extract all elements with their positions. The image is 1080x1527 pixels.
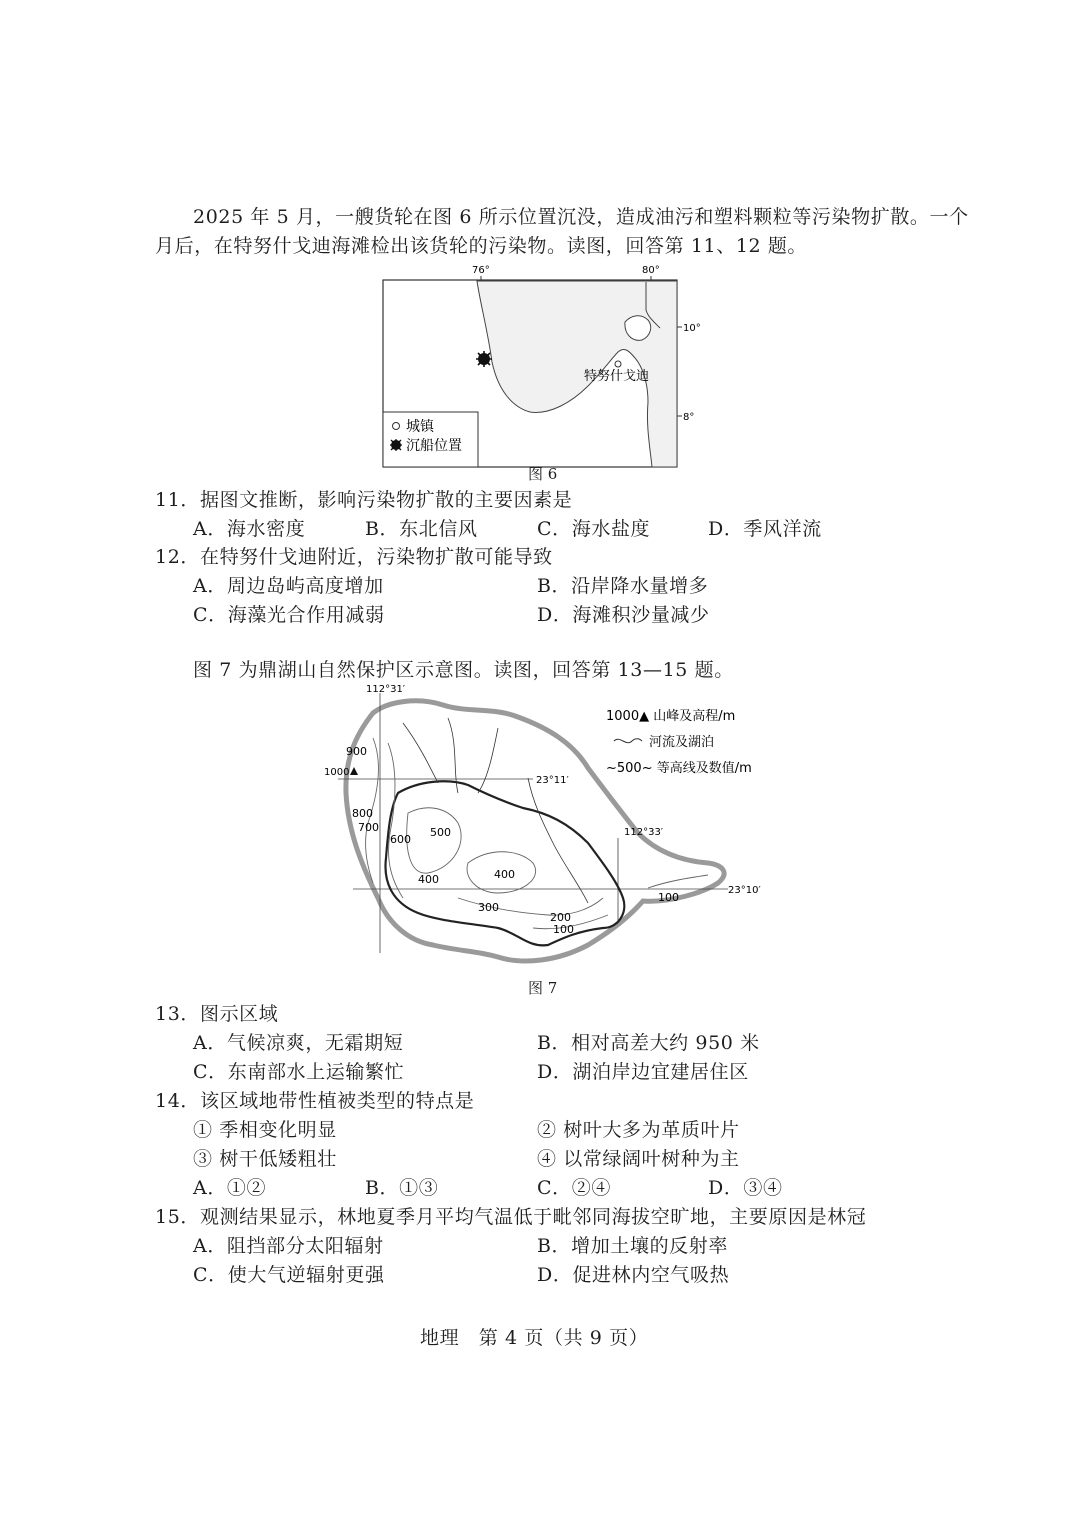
legend-contour-label: ~500~ 等高线及数值/m	[606, 761, 752, 776]
intro-line-1: 2025 年 5 月，一艘货轮在图 6 所示位置沉没，造成油污和塑料颗粒等污染物扩散。一个	[193, 206, 969, 228]
legend-river-label: 河流及湖泊	[649, 735, 715, 750]
q14-option-b: B．①③	[365, 1177, 439, 1199]
q13-option-c: C．东南部水上运输繁忙	[193, 1061, 405, 1083]
contour-label: 900	[346, 745, 367, 758]
q15-option-c: C．使大气逆辐射更强	[193, 1264, 385, 1286]
q14-item-4: ④ 以常绿阔叶树种为主	[537, 1148, 740, 1170]
figure-7-map	[318, 683, 768, 975]
q14-option-d: D．③④	[708, 1177, 783, 1199]
intro-2: 图 7 为鼎湖山自然保护区示意图。读图，回答第 13—15 题。	[193, 659, 734, 681]
place-label: 特努什戈迪	[584, 369, 650, 384]
q14-item-1: ① 季相变化明显	[193, 1119, 337, 1141]
town-circle-icon	[615, 361, 621, 367]
lat-10-label: 10°	[683, 323, 701, 334]
page-footer: 地理 第 4 页（共 9 页）	[420, 1327, 649, 1349]
legend-town-icon	[393, 423, 400, 430]
q14-stem: 14．该区域地带性植被类型的特点是	[155, 1090, 475, 1112]
lat-8-label: 8°	[683, 412, 695, 423]
contour-label: 100	[553, 923, 574, 936]
q12-option-b: B．沿岸降水量增多	[537, 575, 709, 597]
contour-label: 500	[430, 826, 451, 839]
q12-option-a: A．周边岛屿高度增加	[193, 575, 384, 597]
q14-option-c: C．②④	[537, 1177, 611, 1199]
q15-option-d: D．促进林内空气吸热	[537, 1264, 730, 1286]
figure-6-caption: 图 6	[528, 465, 558, 483]
q15-option-a: A．阻挡部分太阳辐射	[193, 1235, 384, 1257]
lon-80-label: 80°	[642, 265, 660, 276]
lon-76-label: 76°	[472, 265, 490, 276]
peak-label: 1000	[324, 767, 350, 778]
q12-option-d: D．海滩积沙量减少	[537, 604, 710, 626]
legend-wreck-label: 沉船位置	[406, 438, 462, 454]
lat-top-label: 23°11′	[536, 775, 569, 786]
contour-label: 300	[478, 901, 499, 914]
wreck-marker-icon	[476, 351, 492, 367]
contour-label: 400	[418, 873, 439, 886]
q14-item-3: ③ 树干低矮粗壮	[193, 1148, 337, 1170]
q15-stem: 15．观测结果显示，林地夏季月平均气温低于毗邻同海拔空旷地，主要原因是林冠	[155, 1206, 867, 1228]
q12-option-c: C．海藻光合作用减弱	[193, 604, 385, 626]
q11-option-b: B．东北信风	[365, 518, 478, 540]
lat-bottom-label: 23°10′	[728, 885, 761, 896]
lon-right-label: 112°33′	[624, 827, 664, 838]
contour-label: 600	[390, 833, 411, 846]
intro-line-2: 月后，在特努什戈迪海滩检出该货轮的污染物。读图，回答第 11、12 题。	[155, 235, 808, 257]
q12-stem: 12．在特努什戈迪附近，污染物扩散可能导致	[155, 546, 553, 568]
q15-option-b: B．增加土壤的反射率	[537, 1235, 728, 1257]
legend-peak-label: 1000▲ 山峰及高程/m	[606, 709, 736, 724]
figure-7-caption: 图 7	[528, 979, 558, 997]
q11-option-a: A．海水密度	[193, 518, 306, 540]
q13-option-a: A．气候凉爽，无霜期短	[193, 1032, 404, 1054]
q11-stem: 11．据图文推断，影响污染物扩散的主要因素是	[155, 489, 573, 511]
figure-7	[318, 683, 768, 975]
q14-item-2: ② 树叶大多为革质叶片	[537, 1119, 740, 1141]
q11-option-c: C．海水盐度	[537, 518, 651, 540]
contour-label: 200	[550, 911, 571, 924]
contour-label: 100	[658, 891, 679, 904]
figure-6	[380, 262, 710, 484]
contour-label: 800	[352, 807, 373, 820]
q13-option-b: B．相对高差大约 950 米	[537, 1032, 760, 1054]
q13-option-d: D．湖泊岸边宜建居住区	[537, 1061, 749, 1083]
figure-6-map	[380, 262, 710, 484]
q14-option-a: A．①②	[193, 1177, 267, 1199]
contour-label: 700	[358, 821, 379, 834]
legend-town-label: 城镇	[406, 419, 434, 435]
peak-triangle-icon	[350, 767, 358, 775]
contour-label: 400	[494, 868, 515, 881]
legend-river-icon	[614, 739, 642, 743]
q13-stem: 13．图示区域	[155, 1003, 279, 1025]
lon-left-label: 112°31′	[366, 684, 406, 695]
q11-option-d: D．季风洋流	[708, 518, 822, 540]
